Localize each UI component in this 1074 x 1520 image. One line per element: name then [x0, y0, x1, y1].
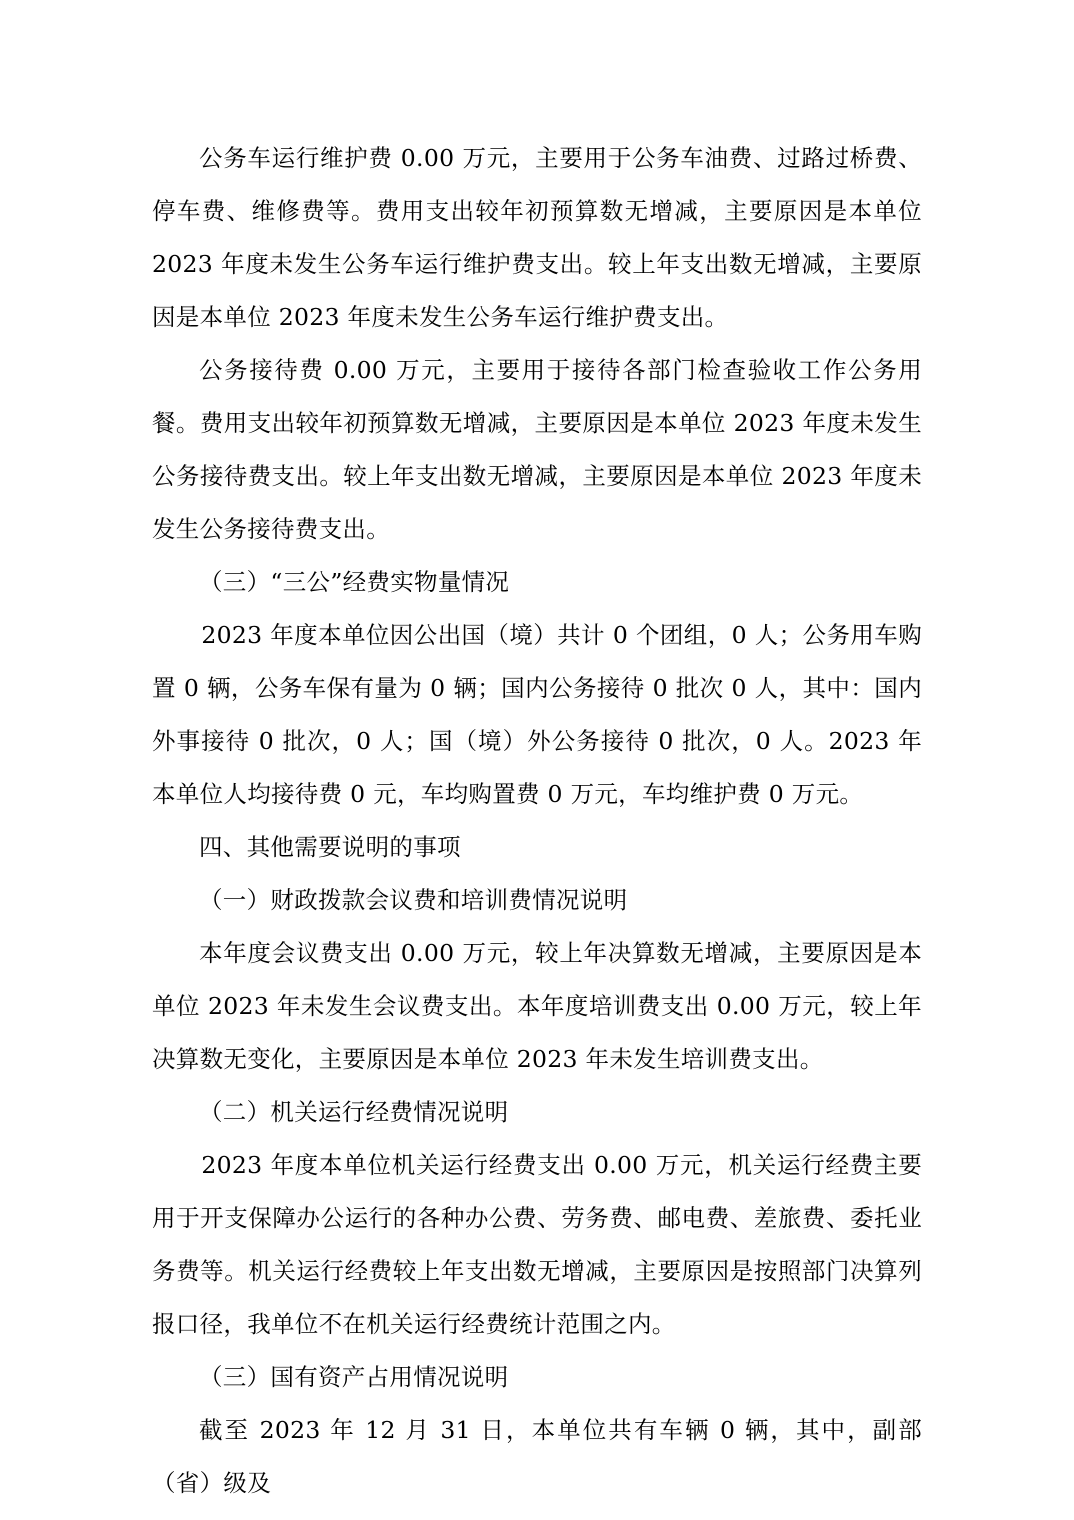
paragraph-vehicle-maintenance: 公务车运行维护费 0.00 万元，主要用于公务车油费、过路过桥费、停车费、维修费等。费用支出较年初预算数无增减，主要原因是本单位 2023 年度未发生公务车运行维护费支出。较上年支出数无增减，主要原因是本单位 2023 年度未发生公务车运行维护费支出。 — [152, 144, 922, 331]
paragraph-agency-operating-detail: 2023 年度本单位机关运行经费支出 0.00 万元，机关运行经费主要用于开支保障办公运行的各种办公费、劳务费、邮电费、差旅费、委托业务费等。机关运行经费较上年支出数无增减，主要原因是按照部门决算列报口径，我单位不在机关运行经费统计范围之内。 — [152, 1151, 922, 1338]
heading-three-public-physical: （三）“三公”经费实物量情况 — [199, 568, 510, 596]
paragraph-state-assets-detail: 截至 2023 年 12 月 31 日，本单位共有车辆 0 辆，其中，副部（省）级及 — [152, 1416, 922, 1497]
paragraph-physical-detail: 2023 年度本单位因公出国（境）共计 0 个团组，0 人；公务用车购置 0 辆，公务车保有量为 0 辆；国内公务接待 0 批次 0 人，其中：国内外事接待 0 批次，0 人；国（境）外公务接待 0 批次，0 人。2023 年本单位人均接待费 0 元，车均购置费 0 万元，车均维护费 0 万元。 — [152, 621, 922, 808]
heading-agency-operating: （二）机关运行经费情况说明 — [199, 1098, 509, 1126]
heading-section-four: 四、其他需要说明的事项 — [199, 833, 461, 861]
heading-state-assets: （三）国有资产占用情况说明 — [199, 1363, 509, 1391]
paragraph-official-reception: 公务接待费 0.00 万元，主要用于接待各部门检查验收工作公务用餐。费用支出较年初预算数无增减，主要原因是本单位 2023 年度未发生公务接待费支出。较上年支出数无增减，主要原因是本单位 2023 年度未发生公务接待费支出。 — [152, 356, 922, 543]
paragraph-meeting-training-detail: 本年度会议费支出 0.00 万元，较上年决算数无增减，主要原因是本单位 2023 年未发生会议费支出。本年度培训费支出 0.00 万元，较上年决算数无变化，主要原因是本单位 2023 年未发生培训费支出。 — [152, 939, 922, 1073]
document-body — [152, 132, 922, 1510]
heading-meeting-training: （一）财政拨款会议费和培训费情况说明 — [199, 886, 628, 914]
